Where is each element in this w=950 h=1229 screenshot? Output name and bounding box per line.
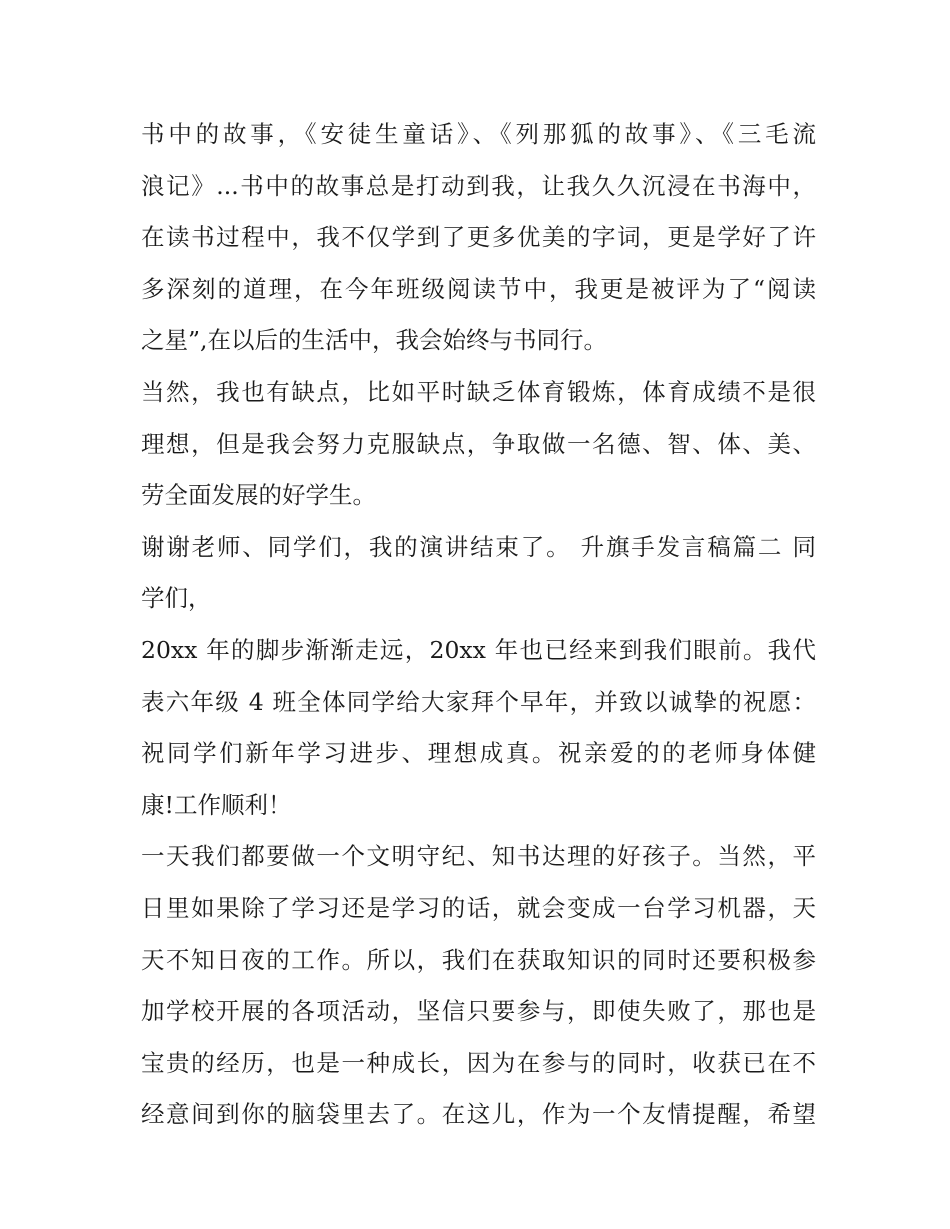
text-line: 浪记》...书中的故事总是打动到我，让我久久沉浸在书海中， bbox=[141, 171, 816, 200]
text-line: 之星”,在以后的生活中，我会始终与书同行。 bbox=[141, 326, 607, 355]
text-line: 当然，我也有缺点，比如平时缺乏体育锻炼，体育成绩不是很 bbox=[141, 377, 816, 406]
text-line: 祝同学们新年学习进步、理想成真。祝亲爱的的老师身体健 bbox=[141, 739, 816, 768]
text-line: 一天我们都要做一个文明守纪、知书达理的好孩子。当然，平 bbox=[141, 842, 816, 871]
text-line: 经意间到你的脑袋里去了。在这儿，作为一个友情提醒，希望 bbox=[141, 1100, 816, 1129]
text-line: 多深刻的道理，在今年班级阅读节中，我更是被评为了“阅读 bbox=[141, 274, 816, 303]
text-line: 宝贵的经历，也是一种成长，因为在参与的同时，收获已在不 bbox=[141, 1048, 816, 1077]
text-line: 20xx 年的脚步渐渐走远，20xx 年也已经来到我们眼前。我代 bbox=[141, 635, 816, 664]
text-line: 在读书过程中，我不仅学到了更多优美的字词，更是学好了许 bbox=[141, 223, 816, 252]
text-line: 学们， bbox=[141, 584, 212, 613]
text-line: 谢谢老师、同学们，我的演讲结束了。 升旗手发言稿篇二 同 bbox=[141, 532, 816, 561]
text-line: 理想，但是我会努力克服缺点，争取做一名德、智、体、美、 bbox=[141, 429, 816, 458]
text-line: 天不知日夜的工作。所以，我们在获取知识的同时还要积极参 bbox=[141, 945, 816, 974]
text-line: 劳全面发展的好学生。 bbox=[141, 481, 376, 510]
text-line: 康!工作顺利！ bbox=[141, 790, 292, 819]
text-line: 加学校开展的各项活动，坚信只要参与，即使失败了，那也是 bbox=[141, 997, 816, 1026]
text-line: 表六年级 4 班全体同学给大家拜个早年，并致以诚挚的祝愿： bbox=[141, 687, 816, 716]
text-line: 日里如果除了学习还是学习的话，就会变成一台学习机器，天 bbox=[141, 893, 816, 922]
document-body bbox=[141, 109, 816, 1141]
text-line: 书中的故事，《安徒生童话》、《列那狐的故事》、《三毛流 bbox=[141, 120, 816, 148]
